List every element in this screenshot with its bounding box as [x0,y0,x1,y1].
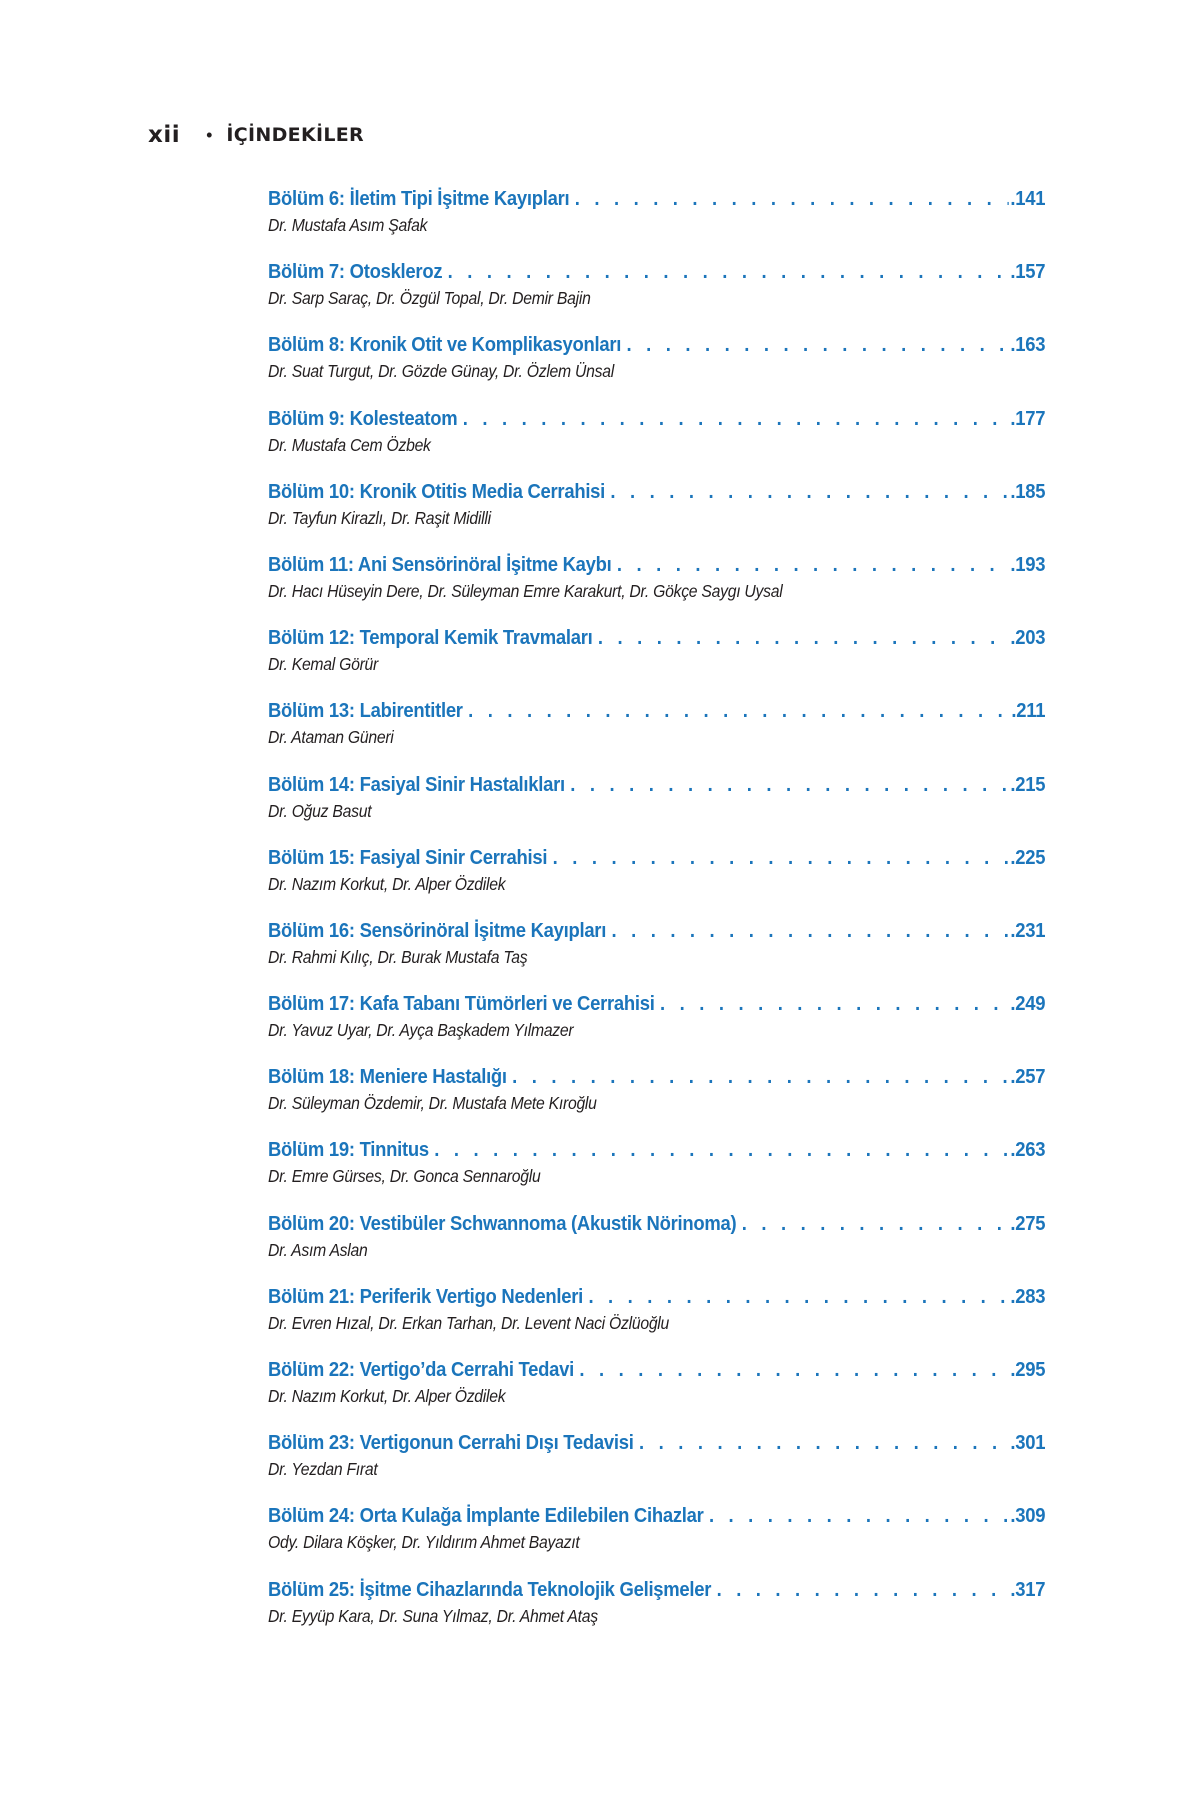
toc-entry-line[interactable] [268,259,1045,285]
toc-entry-line[interactable] [268,1503,1045,1529]
toc-entry-line[interactable] [268,1577,1045,1603]
toc-entry [268,1284,1046,1357]
chapter-authors: Dr. Evren Hızal, Dr. Erkan Tarhan, Dr. Levent Naci Özlüoğlu [268,1312,670,1333]
chapter-page-number[interactable]: .295 [1010,1358,1046,1381]
toc-entry [268,186,1046,259]
toc-entry [268,991,1046,1064]
chapter-authors: Dr. Nazım Korkut, Dr. Alper Özdilek [268,1386,506,1406]
chapter-authors: Dr. Nazım Korkut, Dr. Alper Özdilek [268,873,506,894]
dot-leader [617,552,1009,578]
toc-entry-line[interactable] [268,1137,1045,1163]
toc-entry [268,332,1046,405]
toc-entry-line[interactable] [268,918,1045,944]
chapter-authors: Dr. Rahmi Kılıç, Dr. Burak Mustafa Taş [268,946,528,967]
toc-entry-line[interactable] [268,1211,1045,1237]
toc-entry [268,479,1046,552]
toc-entry [268,845,1046,918]
dot-leader [468,698,1009,724]
chapter-page-number[interactable]: .185 [1010,479,1046,503]
chapter-title[interactable]: Bölüm 17: Kafa Tabanı Tümörleri ve Cerrahisi [268,992,655,1016]
toc-entry-line[interactable] [268,186,1045,212]
toc-entry-line[interactable] [268,406,1045,432]
page-number: xii [148,122,181,148]
dot-leader [627,332,1009,358]
toc-entry-line[interactable] [268,1430,1045,1456]
chapter-title[interactable]: Bölüm 20: Vestibüler Schwannoma (Akustik Nörinoma) [268,1211,737,1235]
chapter-page-number[interactable]: .301 [1010,1431,1046,1455]
dot-leader [709,1503,1009,1529]
toc-entry [268,1577,1046,1650]
chapter-page-number[interactable]: .225 [1010,845,1046,869]
dot-leader [434,1137,1008,1163]
chapter-title[interactable]: Bölüm 13: Labirentitler [268,699,463,723]
section-title: İÇİNDEKİLER [226,124,364,146]
toc-entry-line[interactable] [268,479,1045,505]
chapter-page-number[interactable]: .249 [1010,992,1046,1016]
chapter-title[interactable]: Bölüm 25: İşitme Cihazlarında Teknolojik Gelişmeler [268,1577,712,1601]
chapter-page-number[interactable]: .203 [1010,626,1046,650]
chapter-authors: Ody. Dilara Köşker, Dr. Yıldırım Ahmet Bayazıt [268,1532,580,1553]
chapter-title[interactable]: Bölüm 11: Ani Sensörinöral İşitme Kaybı [268,552,612,576]
chapter-page-number[interactable]: .157 [1010,260,1046,284]
chapter-authors: Dr. Eyyüp Kara, Dr. Suna Yılmaz, Dr. Ahmet Ataş [268,1605,598,1626]
chapter-authors: Dr. Mustafa Asım Şafak [268,215,428,235]
dot-leader [611,918,1008,944]
chapter-authors: Dr. Ataman Güneri [268,727,394,748]
dot-leader [717,1577,1009,1603]
running-header [148,122,364,148]
chapter-page-number[interactable]: .231 [1010,918,1046,942]
toc-entry-line[interactable] [268,1064,1045,1090]
chapter-page-number[interactable]: .211 [1011,699,1046,723]
toc-entry-line[interactable] [268,1357,1045,1383]
dot-leader [575,186,1009,212]
chapter-authors: Dr. Yezdan Fırat [268,1459,378,1480]
chapter-authors: Dr. Sarp Saraç, Dr. Özgül Topal, Dr. Demir Bajin [268,288,591,309]
toc-entry-line[interactable] [268,552,1045,578]
chapter-authors: Dr. Kemal Görür [268,654,379,675]
dot-leader [553,845,1009,871]
toc-entry [268,698,1046,771]
dot-leader [742,1211,1009,1237]
toc-entry-line[interactable] [268,1284,1045,1310]
chapter-title[interactable]: Bölüm 16: Sensörinöral İşitme Kayıpları [268,918,607,942]
dot-leader [463,406,1009,432]
toc-entry [268,1064,1046,1137]
toc-entry [268,1503,1046,1576]
toc-entry [268,918,1046,991]
chapter-page-number[interactable]: .177 [1010,406,1046,430]
toc-entry [268,259,1046,332]
chapter-title[interactable]: Bölüm 10: Kronik Otitis Media Cerrahisi [268,479,606,503]
chapter-page-number[interactable]: .257 [1010,1065,1046,1089]
dot-leader [512,1064,1008,1090]
chapter-title[interactable]: Bölüm 6: İletim Tipi İşitme Kayıpları [268,187,570,210]
chapter-title[interactable]: Bölüm 9: Kolesteatom [268,406,458,430]
toc-entry-line[interactable] [268,625,1045,651]
dot-leader [639,1430,1009,1456]
table-of-contents [268,186,1046,1650]
dot-leader [588,1284,1008,1310]
dot-leader [598,625,1009,651]
chapter-title[interactable]: Bölüm 7: Otoskleroz [268,260,443,284]
chapter-authors: Dr. Emre Gürses, Dr. Gonca Sennaroğlu [268,1166,541,1187]
chapter-title[interactable]: Bölüm 23: Vertigonun Cerrahi Dışı Tedavisi [268,1431,634,1455]
chapter-authors: Dr. Hacı Hüseyin Dere, Dr. Süleyman Emre Karakurt, Dr. Gökçe Saygı Uysal [268,580,783,601]
toc-entry [268,625,1046,698]
chapter-page-number[interactable]: .193 [1010,552,1046,576]
chapter-authors: Dr. Mustafa Cem Özbek [268,434,431,455]
chapter-page-number[interactable]: .317 [1010,1577,1046,1601]
toc-entry [268,1137,1046,1210]
toc-entry-line[interactable] [268,772,1045,798]
toc-entry-line[interactable] [268,332,1045,358]
toc-entry [268,1430,1046,1503]
chapter-page-number[interactable]: .263 [1010,1138,1046,1162]
chapter-page-number[interactable]: .215 [1010,772,1046,796]
dot-leader [448,259,1009,285]
chapter-authors: Dr. Asım Aslan [268,1239,368,1260]
toc-entry-line[interactable] [268,991,1045,1017]
chapter-page-number[interactable]: .141 [1010,187,1046,210]
chapter-title[interactable]: Bölüm 12: Temporal Kemik Travmaları [268,626,593,650]
bullet-separator: • [206,125,213,145]
toc-entry [268,1357,1046,1430]
chapter-title[interactable]: Bölüm 18: Meniere Hastalığı [268,1065,507,1089]
dot-leader [570,772,1008,798]
toc-entry [268,406,1046,479]
chapter-authors: Dr. Tayfun Kirazlı, Dr. Raşit Midilli [268,507,491,528]
chapter-page-number[interactable]: .309 [1010,1504,1046,1528]
toc-entry-line[interactable] [268,845,1045,871]
chapter-authors: Dr. Oğuz Basut [268,800,372,821]
chapter-title[interactable]: Bölüm 15: Fasiyal Sinir Cerrahisi [268,845,548,869]
chapter-page-number[interactable]: .283 [1010,1284,1046,1308]
chapter-page-number[interactable]: .163 [1010,333,1046,357]
toc-entry [268,772,1046,845]
chapter-title[interactable]: Bölüm 14: Fasiyal Sinir Hastalıkları [268,772,565,796]
dot-leader [610,479,1008,505]
toc-entry-line[interactable] [268,698,1045,724]
chapter-title[interactable]: Bölüm 8: Kronik Otit ve Komplikasyonları [268,333,622,357]
chapter-authors: Dr. Yavuz Uyar, Dr. Ayça Başkadem Yılmazer [268,1020,574,1041]
chapter-authors: Dr. Süleyman Özdemir, Dr. Mustafa Mete Kıroğlu [268,1093,597,1114]
chapter-authors: Dr. Suat Turgut, Dr. Gözde Günay, Dr. Özlem Ünsal [268,361,614,382]
chapter-title[interactable]: Bölüm 22: Vertigo’da Cerrahi Tedavi [268,1358,574,1381]
chapter-title[interactable]: Bölüm 19: Tinnitus [268,1138,429,1162]
chapter-page-number[interactable]: .275 [1010,1211,1046,1235]
chapter-title[interactable]: Bölüm 24: Orta Kulağa İmplante Edilebilen Cihazlar [268,1504,704,1528]
toc-entry [268,1211,1046,1284]
toc-entry [268,552,1046,625]
dot-leader [579,1357,1008,1383]
dot-leader [660,991,1009,1017]
chapter-title[interactable]: Bölüm 21: Periferik Vertigo Nedenleri [268,1284,584,1308]
